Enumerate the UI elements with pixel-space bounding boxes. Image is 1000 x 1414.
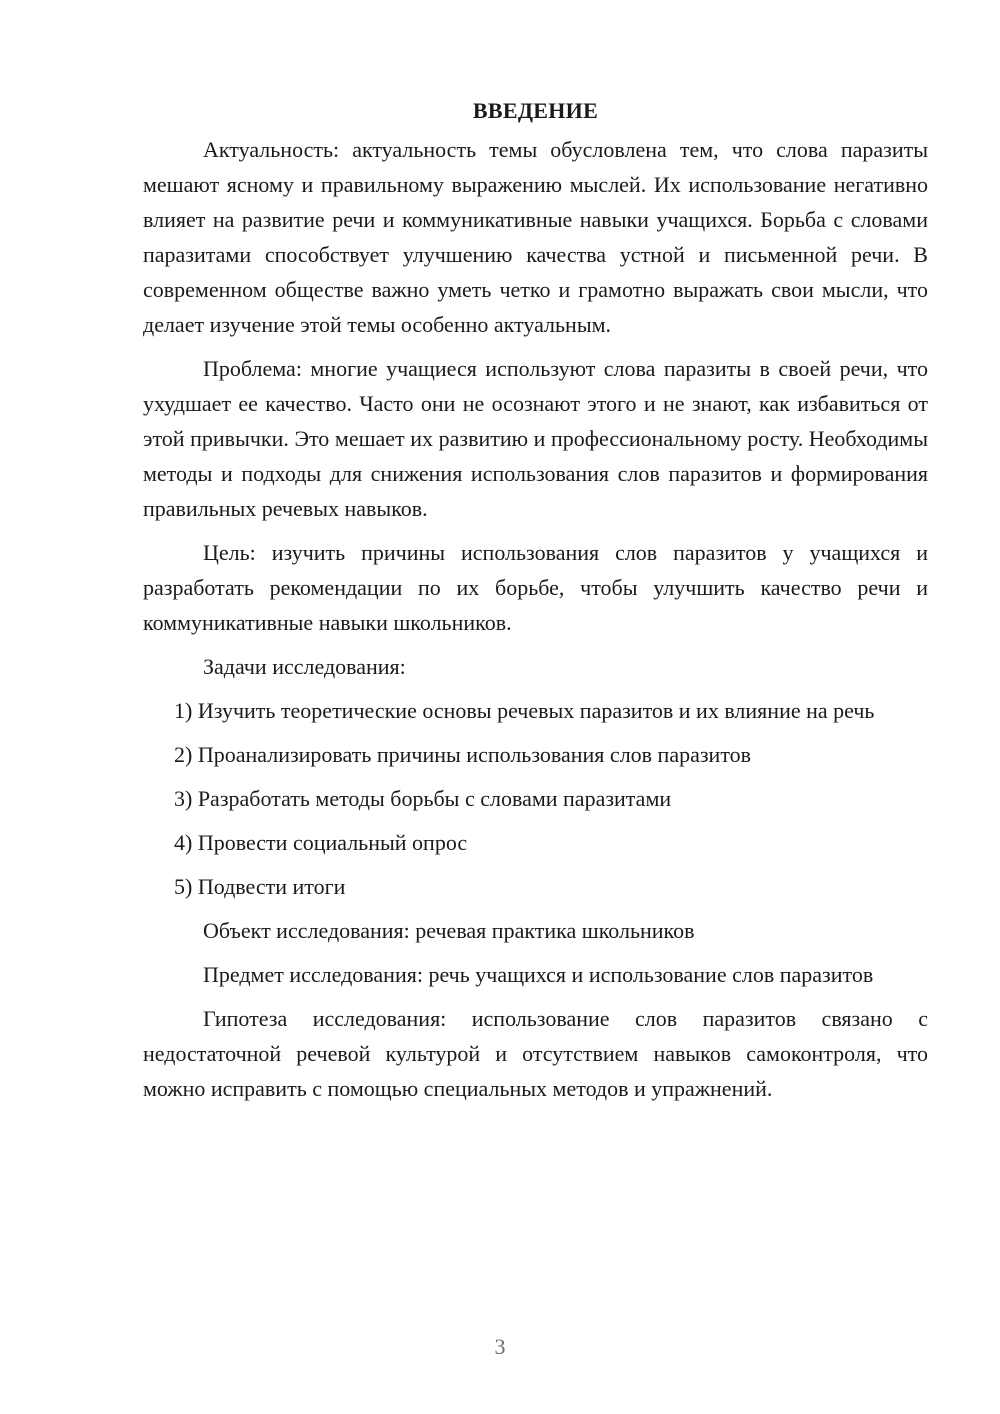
task-item: 3) Разработать методы борьбы с словами паразитами	[174, 786, 672, 811]
paragraph-object: Объект исследования: речевая практика школьников	[203, 918, 695, 943]
task-item: 1) Изучить теоретические основы речевых паразитов и их влияние на речь	[174, 698, 875, 723]
task-item: 2) Проанализировать причины использования слов паразитов	[174, 742, 752, 767]
section-title: ВВЕДЕНИЕ	[472, 98, 599, 123]
paragraph-subject: Предмет исследования: речь учащихся и использование слов паразитов	[203, 962, 874, 987]
page-content	[143, 96, 928, 1106]
paragraph-hypothesis: Гипотеза исследования: использование слов паразитов связано с недостаточной речевой культурой и отсутствием навыков самоконтроля, что можно исправить с помощью специальных методов и упражнений.	[143, 1006, 928, 1101]
page-number: 3	[494, 1334, 506, 1359]
paragraph-problem: Проблема: многие учащиеся используют слова паразиты в своей речи, что ухудшает ее качество. Часто они не осознают этого и не знают, как избавиться от этой привычки. Это мешает их развитию и профессиональному росту. Необходимы методы и подходы для снижения использования слов паразитов и формирования правильных речевых навыков.	[143, 356, 928, 521]
paragraph-goal: Цель: изучить причины использования слов паразитов у учащихся и разработать рекомендации по их борьбе, чтобы улучшить качество речи и коммуникативные навыки школьников.	[143, 540, 928, 635]
paragraph-relevance: Актуальность: актуальность темы обусловлена тем, что слова паразиты мешают ясному и правильному выражению мыслей. Их использование негативно влияет на развитие речи и коммуникативные навыки учащихся. Борьба с словами паразитами способствует улучшению качества устной и письменной речи. В современном обществе важно уметь четко и грамотно выражать свои мысли, что делает изучение этой темы особенно актуальным.	[143, 137, 928, 337]
task-item: 4) Провести социальный опрос	[174, 830, 468, 855]
tasks-heading: Задачи исследования:	[203, 654, 406, 679]
task-item: 5) Подвести итоги	[174, 874, 346, 899]
